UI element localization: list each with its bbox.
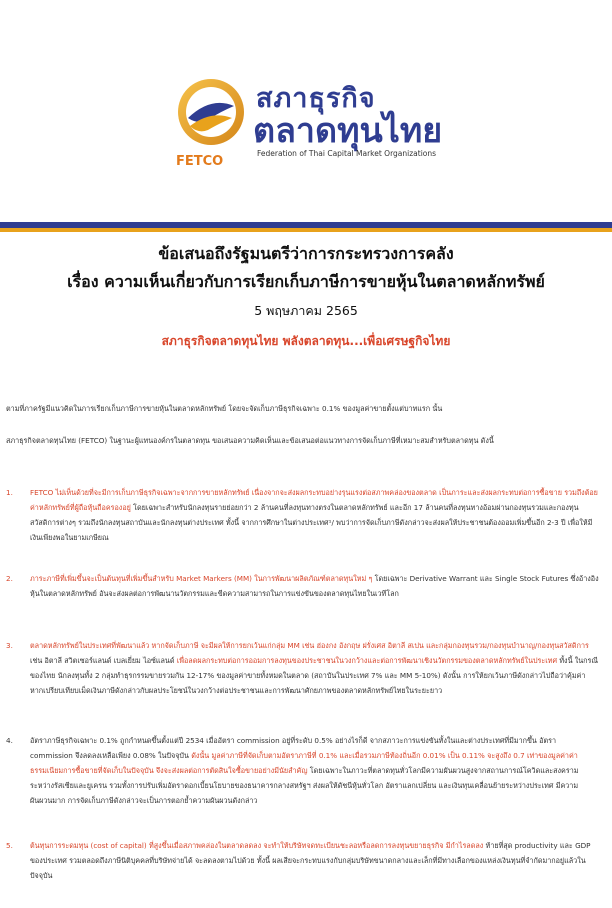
brand-line3: Federation of Thai Capital Market Organizations [257,149,437,158]
item-highlight: ต้นทุนการระดมทุน (cost of capital) ที่สูงขึ้นเมื่อสภาพคล่องในตลาดลดลง จะทำให้บริษัทจดทะเบียนชะลอหรือลดการลงทุนขยายธุรกิจ มีกำไรลดลง [30,841,484,850]
item-number: 1. [6,488,13,497]
list-item [30,485,600,545]
item-text: โดยเฉพาะในภาวะที่ตลาดทุนทั่วโลกมีความผันผวนสูงจากสถานการณ์โควิดและสงครามระหว่างรัสเซียและยูเครน รวมทั้งการปรับเพิ่มอัตราดอกเบี้ยนโยบายของธนาคารกลางสหรัฐฯ ส่งผลให้ดัชนีหุ้นทั่วโลก อัตราแลกเปลี่ยน และเงินทุนเคลื่อนย้ายระหว่างประเทศ มีความผันผวนมาก การจัดเก็บภาษีดังกล่าวจะเป็นการตอกย้ำความผันผวนดังกล่าว [30,766,579,805]
item-number: 3. [6,641,13,650]
document-title-1: ข้อเสนอถึงรัฐมนตรีว่าการกระทรวงการคลัง [158,244,454,263]
header-band-orange [0,228,612,232]
item-highlight: ภาระภาษีที่เพิ่มขึ้นจะเป็นต้นทุนที่เพิ่มขึ้นสำหรับ Market Markers (MM) ในการพัฒนาผลิตภัณฑ์ตลาดทุนใหม่ ๆ [30,574,373,583]
document-title-2: เรื่อง ความเห็นเกี่ยวกับการเรียกเก็บภาษีการขายหุ้นในตลาดหลักทรัพย์ [67,272,545,291]
document-slogan: สภาธุรกิจตลาดทุนไทย พลังตลาดทุน...เพื่อเศรษฐกิจไทย [161,334,451,348]
document-date: 5 พฤษภาคม 2565 [254,303,358,318]
fetco-logo-icon [170,74,252,160]
fetco-logo-text: FETCO [176,154,224,169]
item-number: 4. [6,736,13,745]
item-text: โดยเฉพาะสำหรับนักลงทุนรายย่อยกว่า 2 ล้านคนที่ลงทุนทางตรงในตลาดหลักทรัพย์ และอีก 17 ล้านคนที่ลงทุนทางอ้อมผ่านกองทุนรวมและกองทุนสวัสดิการต่างๆ รวมถึงนักลงทุนสถาบันและนักลงทุนต่างประเทศ ทั้งนี้ จากการศึกษาในต่างประเทศ¹/ พบว่าการจัดเก็บภาษีดังกล่าวจะส่งผลให้ประชาชนต้องออมเพิ่มขึ้นอีก 2-3 ปี เพื่อให้มีเงินเพียงพอในยามเกษียณ [30,503,593,542]
intro-paragraph-1: ตามที่ภาครัฐมีแนวคิดในการเรียกเก็บภาษีการขายหุ้นในตลาดหลักทรัพย์ โดยจะจัดเก็บภาษีธุรกิจเฉพาะ 0.1% ของมูลค่าขายตั้งแต่บาทแรก นั้น [6,404,443,413]
brand-line2: ตลาดทุนไทย [253,111,443,151]
item-number: 2. [6,574,13,583]
item-number: 5. [6,841,13,850]
list-item [30,571,600,601]
item-highlight: เพื่อลดผลกระทบต่อการออมการลงทุนของประชาชนในวงกว้างและต่อการพัฒนาเชิงนวัตกรรมของตลาดหลักทรัพย์ในประเทศ [176,656,558,665]
item-highlight: FETCO ไม่เห็นด้วยที่จะมีการเก็บภาษีธุรกิจเฉพาะจากการขายหลักทรัพย์ เนื่องจากจะส่งผลกระทบอย่างรุนแรงต่อสภาพคล่องของตลาด เป็นภาระและส่งผลกระทบต่อการซื้อขาย รวมถึงต้อยค่าหลักทรัพย์ที่ผู้ถือหุ้นถือครองอยู่ [30,488,598,512]
list-item [30,638,600,698]
list-item [30,733,600,808]
item-text: อัตราภาษีธุรกิจเฉพาะ 0.1% ถูกกำหนดขึ้นตั้งแต่ปี 2534 เมื่ออัตรา commission อยู่ที่ระดับ 0.5% อย่างไรก็ดี จากสภาวะการแข่งขันทั้งในและต่างประเทศที่มีมากขึ้น อัตรา commission จึงลดลงเหลือเพียง 0.08% ในปัจจุบัน [30,736,557,760]
item-text: ท้ายที่สุด productivity และ GDP ของประเทศ รวมตลอดถึงภาษีนิติบุคคลที่บริษัทจ่ายได้ จะลดลงตามไปด้วย ทั้งนี้ ผลเสียจะกระทบแรงกับกลุ่มบริษัทขนาดกลางและเล็กที่มีทางเลือกของแหล่งเงินทุนที่จำกัดมากอยู่แล้วในปัจจุบัน [30,841,591,880]
list-item [30,838,600,883]
intro-paragraph-2: สภาธุรกิจตลาดทุนไทย (FETCO) ในฐานะผู้แทนองค์กรในตลาดทุน ขอเสนอความคิดเห็นและข้อเสนอต่อแนวทางการจัดเก็บภาษีที่เหมาะสมสำหรับตลาดทุน ดังนี้ [6,436,494,445]
item-text: ทั้งนี้ ในกรณีของไทย นักลงทุนทั้ง 2 กลุ่มทำธุรกรรมขายรวมกัน 12-17% ของมูลค่าขายทั้งหมดในตลาด (สถาบันในประเทศ 7% และ MM 5-10%) ดังนั้น การให้ยกเว้นภาษีดังกล่าวไปถือว่าคุ้มค่า หากเปรียบเทียบเม็ดเงินภาษีดังกล่าวกับผลประโยชน์ในวงกว้างต่อประชาชนและการพัฒนาศักยภาพของตลาดหลักทรัพย์ไทยในระยะยาว [30,656,599,695]
brand-line1: สภาธุรกิจ [256,83,376,114]
item-highlight: ตลาดหลักทรัพย์ในประเทศที่พัฒนาแล้ว หากจัดเก็บภาษี จะมีผลให้การยกเว้นแก่กลุ่ม MM เช่น ฮ่องกง อังกฤษ ฝรั่งเศส อิตาลี สเปน และกลุ่มกองทุนรวม/กองทุนบำนาญ/กองทุนสวัสดิการ [30,641,589,650]
item-text: เช่น อิตาลี สวิตเซอร์แลนด์ เบลเยี่ยม ไอซ์แลนด์ [30,656,177,665]
item-text: โดยเฉพาะ Derivative Warrant และ Single Stock Futures ซึ่งอ้างอิงหุ้นในตลาดหลักทรัพย์ อันจะส่งผลต่อการพัฒนานวัตกรรมและขีดความสามารถในการแข่งขันของตลาดทุนไทยในเวทีโลก [30,574,599,598]
item-highlight: ดังนั้น มูลค่าภาษีที่จัดเก็บตามอัตราภาษีที่ 0.1% และเมื่อรวมภาษีท้องถิ่นอีก 0.01% เป็น 0.11% จะสูงถึง 0.7 เท่าของมูลค่าค่าธรรมเนียมการซื้อขายที่จัดเก็บในปัจจุบัน จึงจะส่งผลต่อการตัดสินใจซื้อขายอย่างมีนัยสำคัญ [30,751,578,775]
